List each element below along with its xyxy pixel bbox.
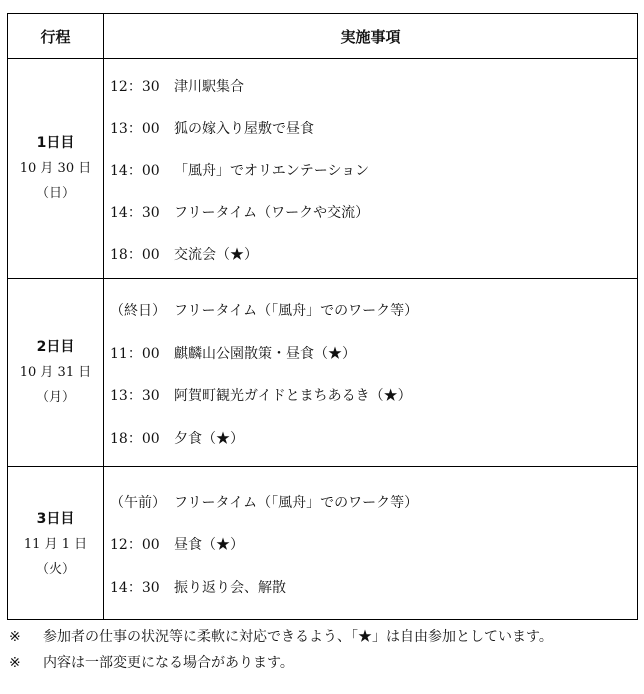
day-cell-3 [8,467,103,621]
day-date: 11 月 1 日 [23,536,88,552]
item-time: 18：00 [110,247,160,263]
item-text: 「風舟」でオリエンテーション [174,163,370,179]
list-item [110,202,369,222]
day-cell-2 [8,279,103,466]
note-text: 内容は一部変更になる場合があります。 [43,655,294,671]
day-date: 10 月 31 日 [19,365,92,380]
item-text: 麒麟山公園散策・昼食（★） [174,346,356,362]
item-time: 14：30 [110,580,160,596]
footnote [9,650,553,676]
item-time: 13：00 [110,121,160,137]
item-time: 14：30 [110,205,160,221]
day-date: 10 月 30 日 [19,161,92,176]
item-text: フリータイム（「風舟」でのワーク等） [174,303,419,319]
day-label: 1日目 [36,135,75,151]
list-item [110,244,258,264]
note-text: 参加者の仕事の状況等に柔軟に対応できるよう、「★」は自由参加としています。 [43,629,553,645]
item-text: 狐の嫁入り屋敷で昼食 [174,121,314,137]
item-time: 12：30 [110,79,160,95]
item-text: 阿賀町観光ガイドとまちあるき（★） [174,388,412,404]
list-item [110,492,418,512]
list-item [110,118,314,138]
day-weekday: （月） [35,390,75,405]
list-item [110,343,356,363]
item-time: （終日） [110,303,166,319]
day-weekday: （日） [35,186,75,201]
day-label: 3日目 [36,510,75,527]
column-divider [103,14,104,619]
note-mark: ※ [9,629,21,645]
header-activities: 実施事項 [340,27,401,46]
list-item [110,160,369,180]
footnotes [9,624,553,676]
day-cell-1 [8,59,103,278]
item-time: 13：30 [110,388,160,404]
schedule-table [7,13,638,620]
item-text: 振り返り会、解散 [174,580,286,596]
day-label: 2日目 [36,339,75,355]
list-item [110,428,244,448]
header-itinerary: 行程 [40,27,71,46]
item-text: フリータイム（ワークや交流） [174,205,370,221]
list-item [110,300,418,320]
list-item [110,76,244,96]
item-time: （午前） [110,495,166,511]
list-item [110,385,412,405]
item-time: 14：00 [110,163,160,179]
day-weekday: （火） [35,561,75,577]
list-item [110,534,244,554]
item-text: 津川駅集合 [174,79,244,95]
item-text: 交流会（★） [174,247,258,263]
footnote [9,624,553,650]
list-item [110,577,286,597]
item-text: 昼食（★） [174,537,244,553]
item-text: フリータイム（「風舟」でのワーク等） [174,495,419,511]
item-text: 夕食（★） [174,431,244,447]
note-mark: ※ [9,655,21,671]
item-time: 12：00 [110,537,160,553]
item-time: 18：00 [110,431,160,447]
item-time: 11：00 [110,346,160,362]
